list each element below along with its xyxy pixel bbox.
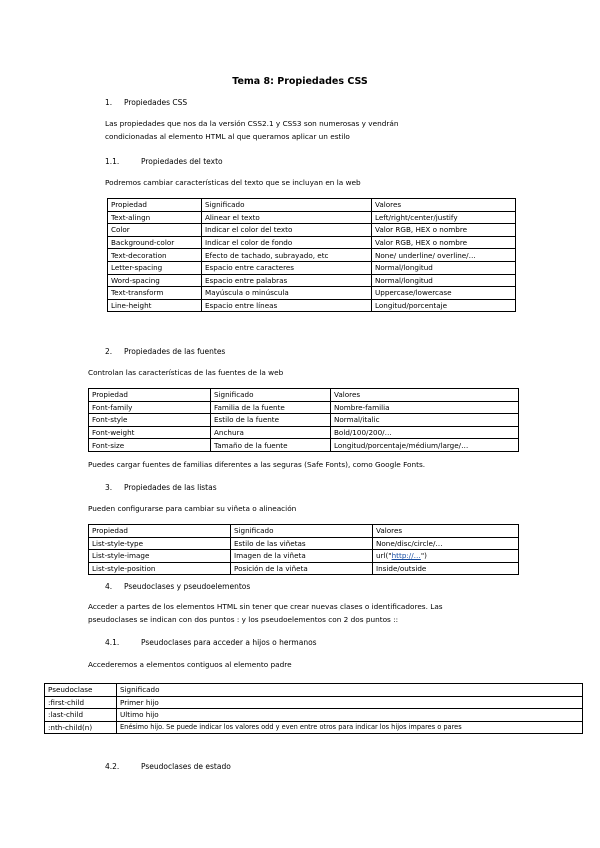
table-cell: Espacio entre líneas [202, 299, 372, 312]
table-header-cell: Propiedad [89, 525, 231, 538]
section-2-heading: Propiedades de las fuentes [124, 347, 226, 356]
table-row [108, 299, 516, 312]
table-cell: Text-transform [108, 287, 202, 300]
table-cell: Efecto de tachado, subrayado, etc [202, 249, 372, 262]
section-1-heading: Propiedades CSS [124, 98, 188, 107]
table-header-cell: Valores [331, 389, 519, 402]
section-2-number: 2. [105, 347, 113, 356]
table-cell: Letter-spacing [108, 261, 202, 274]
table-cell: Normal/longitud [372, 274, 516, 287]
table-cell: Longitud/porcentaje [372, 299, 516, 312]
table-row [108, 249, 516, 262]
section-4-para-line1: Acceder a partes de los elementos HTML sin tener que crear nuevas clases o identificadores. Las [88, 602, 443, 611]
section-4-1-heading: Pseudoclases para acceder a hijos o hermanos [141, 638, 317, 647]
table-cell: Valor RGB, HEX o nombre [372, 224, 516, 237]
table-cell: List-style-type [89, 537, 231, 550]
section-1-1-intro: Podremos cambiar características del texto que se incluyan en la web [105, 178, 361, 187]
table-header-cell: Valores [373, 525, 519, 538]
table-row [108, 236, 516, 249]
table-cell: Uppercase/lowercase [372, 287, 516, 300]
table-row [89, 414, 519, 427]
table-cell: Normal/longitud [372, 261, 516, 274]
table-header-cell: Significado [117, 684, 583, 697]
table-cell: Color [108, 224, 202, 237]
section-3-heading: Propiedades de las listas [124, 483, 217, 492]
table-cell: Alinear el texto [202, 211, 372, 224]
table-row [45, 696, 583, 709]
section-2-intro: Controlan las características de las fuentes de la web [88, 368, 284, 377]
table-row [89, 562, 519, 575]
section-1-para-line1: Las propiedades que nos da la versión CSS2.1 y CSS3 son numerosas y vendrán [105, 119, 399, 128]
table-cell: Longitud/porcentaje/médium/large/… [331, 439, 519, 452]
section-1-para-line2: condicionadas al elemento HTML al que queramos aplicar un estilo [105, 132, 350, 141]
table-cell: Inside/outside [373, 562, 519, 575]
table-cell: Indicar el color de fondo [202, 236, 372, 249]
table-cell: Valor RGB, HEX o nombre [372, 236, 516, 249]
table-row [108, 211, 516, 224]
font-properties-table [88, 388, 519, 452]
table-cell: Nombre-familia [331, 401, 519, 414]
table-cell: Enésimo hijo. Se puede indicar los valores odd y even entre otros para indicar los hijos impares o pares [117, 721, 583, 734]
table-cell: Bold/100/200/… [331, 426, 519, 439]
table-cell: Font-size [89, 439, 211, 452]
table-cell: Imagen de la viñeta [231, 550, 373, 563]
text-properties-table [107, 198, 516, 312]
url-link[interactable]: http://… [391, 551, 421, 561]
section-3-number: 3. [105, 483, 113, 492]
table-cell: Ultimo hijo [117, 709, 583, 722]
table-cell: Text-decoration [108, 249, 202, 262]
table-header-cell: Significado [211, 389, 331, 402]
table-cell: None/ underline/ overline/… [372, 249, 516, 262]
table-cell: Posición de la viñeta [231, 562, 373, 575]
table-header-cell: Pseudoclase [45, 684, 117, 697]
table-header-cell: Significado [202, 199, 372, 212]
table-cell: Tamaño de la fuente [211, 439, 331, 452]
table-header-cell: Significado [231, 525, 373, 538]
section-3-intro: Pueden configurarse para cambiar su viñeta o alineación [88, 504, 297, 513]
table-cell: Familia de la fuente [211, 401, 331, 414]
url-suffix: ") [420, 551, 427, 561]
table-cell: None/disc/circle/… [373, 537, 519, 550]
table-row [89, 401, 519, 414]
table-cell: :last-child [45, 709, 117, 722]
table-cell: Word-spacing [108, 274, 202, 287]
section-4-1-number: 4.1. [105, 638, 120, 647]
list-properties-table [88, 524, 519, 575]
table-cell: Indicar el color del texto [202, 224, 372, 237]
table-header-cell: Valores [372, 199, 516, 212]
table-cell: Left/right/center/justify [372, 211, 516, 224]
table-header-cell: Propiedad [108, 199, 202, 212]
table-cell: Mayúscula o minúscula [202, 287, 372, 300]
table-cell: :nth-child(n) [45, 721, 117, 734]
table-cell: Estilo de la fuente [211, 414, 331, 427]
table-header-row [89, 389, 519, 402]
section-1-number: 1. [105, 98, 113, 107]
table-row [45, 709, 583, 722]
table-row [45, 721, 583, 734]
table-header-row [89, 525, 519, 538]
table-cell: Font-weight [89, 426, 211, 439]
section-1-1-number: 1.1. [105, 157, 120, 166]
table-cell: Text-alingn [108, 211, 202, 224]
table-row [108, 274, 516, 287]
section-4-2-number: 4.2. [105, 762, 120, 771]
table-cell: Estilo de las viñetas [231, 537, 373, 550]
table-row [89, 550, 519, 563]
table-cell: Font-family [89, 401, 211, 414]
section-4-para-line2: pseudoclases se indican con dos puntos : y los pseudoelementos con 2 dos puntos :: [88, 615, 399, 624]
pseudoclass-table [44, 683, 583, 734]
table-row [108, 287, 516, 300]
table-cell: Line-height [108, 299, 202, 312]
table-cell: :first-child [45, 696, 117, 709]
section-4-1-intro: Accederemos a elementos contiguos al elemento padre [88, 660, 292, 669]
section-4-number: 4. [105, 582, 113, 591]
section-2-after: Puedes cargar fuentes de familias diferentes a las seguras (Safe Fonts), como Google Fonts. [88, 460, 426, 469]
table-row [89, 426, 519, 439]
table-cell [373, 550, 519, 563]
table-cell: List-style-image [89, 550, 231, 563]
table-row [89, 537, 519, 550]
page-title: Tema 8: Propiedades CSS [232, 76, 368, 87]
table-cell: Primer hijo [117, 696, 583, 709]
section-4-2-heading: Pseudoclases de estado [141, 762, 231, 771]
table-header-cell: Propiedad [89, 389, 211, 402]
table-cell: Background-color [108, 236, 202, 249]
section-4-heading: Pseudoclases y pseudoelementos [124, 582, 251, 591]
table-header-row [45, 684, 583, 697]
table-cell: Font-style [89, 414, 211, 427]
table-row [108, 224, 516, 237]
table-cell: Anchura [211, 426, 331, 439]
table-cell: Espacio entre caracteres [202, 261, 372, 274]
table-header-row [108, 199, 516, 212]
table-cell: Normal/italic [331, 414, 519, 427]
table-cell: List-style-position [89, 562, 231, 575]
table-row [108, 261, 516, 274]
table-row [89, 439, 519, 452]
section-1-1-heading: Propiedades del texto [141, 157, 223, 166]
table-cell: Espacio entre palabras [202, 274, 372, 287]
url-prefix: url(" [376, 551, 392, 561]
